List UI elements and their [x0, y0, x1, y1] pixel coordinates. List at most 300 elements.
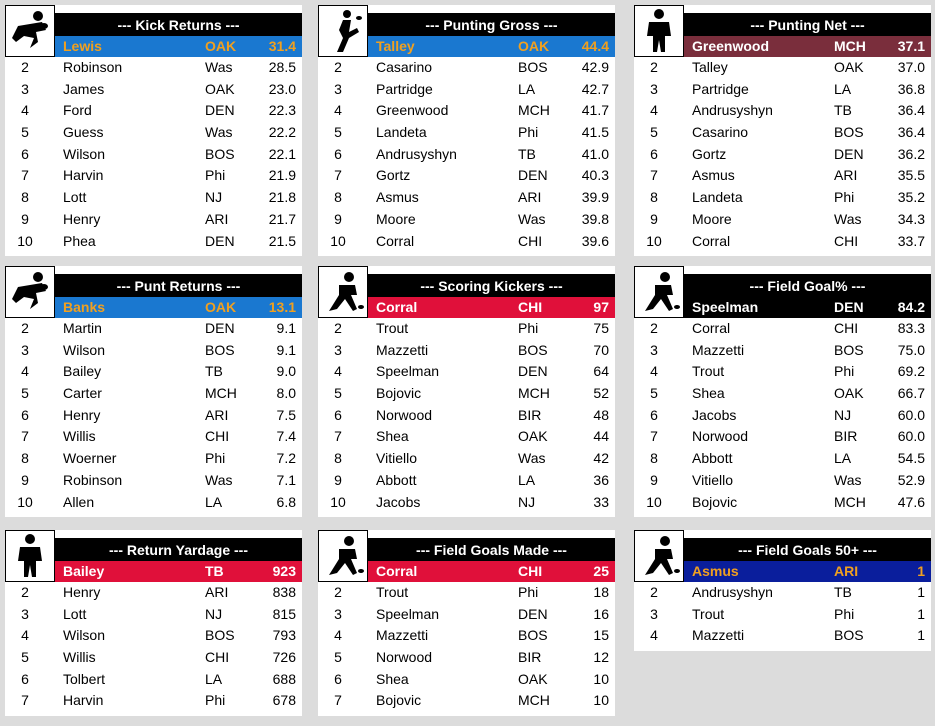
rank: 7 — [21, 428, 29, 445]
rank: 4 — [650, 363, 658, 380]
panel-title: --- Kick Returns --- — [55, 13, 302, 36]
rank: 3 — [650, 80, 658, 97]
ranking-list — [634, 318, 931, 513]
ranking-list — [318, 57, 615, 252]
team: DEN — [205, 102, 235, 119]
player-name: Trout — [376, 584, 409, 600]
team: BIR — [518, 406, 542, 423]
stat-value: 40.3 — [581, 167, 609, 184]
stat-value: 60.0 — [897, 406, 925, 423]
stat-value: 69.2 — [897, 363, 925, 380]
table-row — [5, 100, 302, 122]
player-name: Woerner — [63, 450, 117, 467]
team: BOS — [518, 341, 548, 358]
leader-name: Lewis — [63, 38, 102, 54]
table-row — [318, 492, 615, 514]
table-row — [5, 669, 302, 691]
player-name: Speelman — [376, 605, 440, 622]
player-name: Asmus — [692, 167, 735, 184]
leader-value: 1 — [917, 563, 925, 579]
player-name: Asmus — [376, 189, 419, 206]
team: LA — [834, 80, 852, 97]
leader-row — [368, 297, 615, 318]
table-row — [318, 625, 615, 647]
player-name: Carter — [63, 385, 102, 402]
stat-value: 39.9 — [581, 189, 609, 206]
rank: 8 — [334, 189, 342, 206]
rank: 6 — [21, 406, 29, 423]
table-row — [318, 604, 615, 626]
team: DEN — [518, 605, 548, 622]
team: DEN — [518, 363, 548, 380]
rank: 3 — [21, 80, 29, 97]
player-name: Greenwood — [376, 102, 449, 119]
team: OAK — [518, 428, 548, 445]
leader-name: Corral — [376, 299, 418, 315]
table-row — [318, 209, 615, 231]
team: BIR — [518, 649, 542, 666]
player-name: Shea — [376, 428, 409, 445]
table-row — [5, 340, 302, 362]
player-name: Harvin — [63, 167, 104, 184]
rank: 7 — [334, 167, 342, 184]
rank: 4 — [650, 627, 658, 644]
team: MCH — [518, 385, 550, 402]
rank: 10 — [17, 232, 33, 249]
table-row — [318, 383, 615, 405]
player-name: Shea — [376, 670, 409, 687]
player-name: Moore — [692, 210, 732, 227]
table-row — [318, 318, 615, 340]
rank: 3 — [21, 341, 29, 358]
ranking-list — [5, 582, 302, 712]
player-name: Corral — [692, 320, 731, 336]
player-name: Norwood — [692, 428, 749, 445]
team: DEN — [205, 320, 235, 336]
ranking-list — [318, 582, 615, 712]
leader-team: ARI — [834, 563, 859, 579]
rank: 2 — [650, 59, 658, 75]
ranking-list — [634, 57, 931, 252]
kicker-icon — [634, 266, 684, 318]
stat-value: 10 — [593, 692, 609, 709]
leader-name: Asmus — [692, 563, 739, 579]
table-row — [634, 448, 931, 470]
panel-title: --- Punting Gross --- — [368, 13, 615, 36]
player-name: Lott — [63, 605, 87, 622]
player-name: Allen — [63, 493, 95, 510]
table-row — [634, 426, 931, 448]
table-row — [5, 426, 302, 448]
player-name: Norwood — [376, 649, 433, 666]
panel-title: --- Return Yardage --- — [55, 538, 302, 561]
table-row — [634, 383, 931, 405]
ranking-list — [5, 318, 302, 513]
rank: 6 — [650, 406, 658, 423]
leader-value: 84.2 — [897, 299, 925, 315]
leader-name: Greenwood — [692, 38, 770, 54]
player-name: Gortz — [376, 167, 411, 184]
team: ARI — [834, 167, 858, 184]
table-row — [634, 361, 931, 383]
rank: 3 — [650, 605, 658, 622]
stat-value: 15 — [593, 627, 609, 644]
team: LA — [205, 670, 223, 687]
team: MCH — [205, 385, 237, 402]
table-row — [634, 57, 931, 79]
table-row — [5, 57, 302, 79]
stat-value: 36.4 — [897, 124, 925, 141]
panel-return-yardage — [5, 530, 302, 716]
table-row — [5, 144, 302, 166]
table-row — [5, 122, 302, 144]
player-name: Casarino — [692, 124, 749, 141]
stat-value: 60.0 — [897, 428, 925, 445]
team: Was — [834, 471, 862, 488]
panel-field-goal-pct — [634, 266, 931, 517]
player-name: Bojovic — [376, 692, 422, 709]
team: OAK — [518, 670, 548, 687]
player-name: Mazzetti — [692, 341, 745, 358]
rank: 10 — [330, 232, 346, 249]
rank: 10 — [330, 493, 346, 510]
leader-team: TB — [205, 563, 224, 579]
player-name: Henry — [63, 584, 101, 600]
player-name: Trout — [692, 363, 725, 380]
stat-value: 36.4 — [897, 102, 925, 119]
table-row — [5, 647, 302, 669]
stat-value: 52.9 — [897, 471, 925, 488]
table-row — [5, 209, 302, 231]
stat-value: 1 — [917, 584, 925, 600]
player-name: Andrusyshyn — [692, 584, 773, 600]
table-row — [634, 340, 931, 362]
rank: 8 — [21, 189, 29, 206]
rank: 8 — [21, 450, 29, 467]
punter-icon — [318, 5, 368, 57]
team: Phi — [205, 167, 226, 184]
stat-value: 688 — [272, 670, 296, 687]
table-row — [318, 165, 615, 187]
stat-value: 18 — [593, 584, 609, 600]
stat-value: 47.6 — [897, 493, 925, 510]
table-row — [318, 582, 615, 604]
player-name: Trout — [692, 605, 725, 622]
team: MCH — [518, 102, 550, 119]
player-name: Robinson — [63, 471, 123, 488]
leader-value: 13.1 — [268, 299, 296, 315]
rank: 5 — [21, 385, 29, 402]
table-row — [5, 625, 302, 647]
table-row — [5, 361, 302, 383]
leader-team: MCH — [834, 38, 866, 54]
stat-value: 10 — [593, 670, 609, 687]
table-row — [5, 187, 302, 209]
team: OAK — [205, 80, 235, 97]
leader-row — [55, 297, 302, 318]
team: NJ — [834, 406, 852, 423]
team: MCH — [834, 493, 866, 510]
table-row — [318, 340, 615, 362]
table-row — [634, 405, 931, 427]
stat-value: 34.3 — [897, 210, 925, 227]
stat-value: 42.7 — [581, 80, 609, 97]
team: BOS — [205, 145, 235, 162]
panel-title: --- Field Goals 50+ --- — [684, 538, 931, 561]
rank: 5 — [21, 124, 29, 141]
table-row — [634, 187, 931, 209]
stat-value: 48 — [593, 406, 609, 423]
rank: 3 — [650, 341, 658, 358]
table-row — [634, 231, 931, 253]
leader-row — [55, 561, 302, 582]
rank: 9 — [21, 471, 29, 488]
rank: 10 — [17, 493, 33, 510]
table-row — [5, 604, 302, 626]
rank: 2 — [334, 584, 342, 600]
table-row — [318, 122, 615, 144]
rank: 2 — [21, 584, 29, 600]
rank: 9 — [334, 210, 342, 227]
rank: 2 — [650, 584, 658, 600]
leader-team: DEN — [834, 299, 864, 315]
player-name: Trout — [376, 320, 409, 336]
player-name: Partridge — [376, 80, 433, 97]
player-name: Shea — [692, 385, 725, 402]
rank: 4 — [334, 627, 342, 644]
panel-field-goals-made — [318, 530, 615, 716]
stat-value: 1 — [917, 627, 925, 644]
rank: 3 — [334, 80, 342, 97]
stat-value: 21.7 — [268, 210, 296, 227]
leader-team: OAK — [205, 38, 237, 54]
kick-returner-icon — [5, 5, 55, 57]
team: OAK — [834, 59, 864, 75]
stat-value: 39.8 — [581, 210, 609, 227]
table-row — [318, 405, 615, 427]
stat-value: 7.5 — [276, 406, 296, 423]
stat-value: 9.0 — [276, 363, 296, 380]
player-name: Talley — [692, 59, 728, 75]
rank: 4 — [21, 102, 29, 119]
player-name: Gortz — [692, 145, 727, 162]
rank: 4 — [334, 363, 342, 380]
stat-value: 36.8 — [897, 80, 925, 97]
leader-row — [684, 561, 931, 582]
table-row — [634, 165, 931, 187]
leader-team: OAK — [205, 299, 237, 315]
panel-field-goals-50 — [634, 530, 931, 651]
leader-team: CHI — [518, 563, 543, 579]
team: LA — [518, 471, 536, 488]
team: CHI — [834, 232, 859, 249]
rank: 2 — [21, 59, 29, 75]
stat-value: 7.1 — [276, 471, 296, 488]
player-name: Partridge — [692, 80, 749, 97]
panel-title: --- Scoring Kickers --- — [368, 274, 615, 297]
panel-punting-gross — [318, 5, 615, 256]
leader-name: Banks — [63, 299, 106, 315]
table-row — [634, 625, 931, 647]
table-row — [318, 144, 615, 166]
kick-returner-icon — [5, 266, 55, 318]
player-name: Bojovic — [692, 493, 738, 510]
player-name: Abbott — [692, 450, 733, 467]
team: BOS — [834, 341, 864, 358]
player-name: Corral — [692, 232, 731, 249]
stat-value: 36.2 — [897, 145, 925, 162]
table-row — [5, 690, 302, 712]
player-name: Wilson — [63, 627, 106, 644]
player-name: Andrusyshyn — [376, 145, 457, 162]
player-name: Willis — [63, 649, 96, 666]
rank: 5 — [334, 385, 342, 402]
stat-value: 22.2 — [268, 124, 296, 141]
table-row — [5, 383, 302, 405]
table-row — [318, 79, 615, 101]
table-row — [5, 405, 302, 427]
stat-value: 21.8 — [268, 189, 296, 206]
table-row — [634, 318, 931, 340]
rank: 4 — [21, 627, 29, 644]
rank: 10 — [646, 232, 662, 249]
stat-value: 16 — [593, 605, 609, 622]
rank: 4 — [650, 102, 658, 119]
player-name: Vitiello — [376, 450, 417, 467]
stat-value: 7.4 — [276, 428, 296, 445]
stat-value: 41.0 — [581, 145, 609, 162]
stat-value: 33 — [593, 493, 609, 510]
kicker-icon — [318, 266, 368, 318]
stat-value: 70 — [593, 341, 609, 358]
team: Was — [834, 210, 862, 227]
stat-value: 42.9 — [581, 59, 609, 75]
team: NJ — [518, 493, 536, 510]
team: NJ — [205, 605, 223, 622]
panel-title: --- Field Goals Made --- — [368, 538, 615, 561]
stat-value: 9.1 — [276, 320, 296, 336]
rank: 7 — [334, 692, 342, 709]
table-row — [318, 690, 615, 712]
table-row — [318, 231, 615, 253]
player-name: Mazzetti — [376, 341, 429, 358]
leader-row — [684, 36, 931, 57]
rank: 2 — [334, 320, 342, 336]
team: DEN — [518, 167, 548, 184]
rank: 5 — [334, 124, 342, 141]
rank: 6 — [334, 670, 342, 687]
player-name: Wilson — [63, 145, 106, 162]
rank: 2 — [334, 59, 342, 75]
panel-scoring-kickers — [318, 266, 615, 517]
player-name: Ford — [63, 102, 92, 119]
team: NJ — [205, 189, 223, 206]
rank: 6 — [334, 406, 342, 423]
team: BOS — [205, 627, 235, 644]
player-name: Corral — [376, 232, 415, 249]
table-row — [318, 361, 615, 383]
table-row — [5, 318, 302, 340]
team: BOS — [518, 627, 548, 644]
rank: 8 — [650, 450, 658, 467]
team: DEN — [834, 145, 864, 162]
team: Phi — [834, 189, 855, 206]
team: BOS — [834, 627, 864, 644]
stat-value: 21.9 — [268, 167, 296, 184]
player-name: Henry — [63, 210, 101, 227]
table-row — [5, 448, 302, 470]
player-name: Willis — [63, 428, 96, 445]
team: TB — [205, 363, 223, 380]
team: MCH — [518, 692, 550, 709]
panel-kick-returns — [5, 5, 302, 256]
team: Was — [205, 124, 233, 141]
rank: 6 — [21, 670, 29, 687]
rank: 5 — [650, 124, 658, 141]
table-row — [318, 647, 615, 669]
team: TB — [834, 102, 852, 119]
rank: 7 — [21, 167, 29, 184]
table-row — [318, 448, 615, 470]
leader-value: 31.4 — [268, 38, 296, 54]
stat-value: 37.0 — [897, 59, 925, 75]
stat-value: 22.1 — [268, 145, 296, 162]
rank: 3 — [334, 341, 342, 358]
stat-value: 8.0 — [276, 385, 296, 402]
player-name: Casarino — [376, 59, 433, 75]
leader-value: 25 — [593, 563, 609, 579]
rank: 5 — [650, 385, 658, 402]
stat-value: 793 — [272, 627, 296, 644]
team: LA — [205, 493, 223, 510]
team: LA — [518, 80, 536, 97]
stat-value: 54.5 — [897, 450, 925, 467]
player-name: Landeta — [376, 124, 427, 141]
leader-team: OAK — [518, 38, 550, 54]
rank: 6 — [334, 145, 342, 162]
player-name: Mazzetti — [692, 627, 745, 644]
team: ARI — [205, 406, 229, 423]
rank: 7 — [21, 692, 29, 709]
rank: 9 — [21, 210, 29, 227]
stat-value: 75 — [593, 320, 609, 336]
leader-value: 923 — [272, 563, 296, 579]
rank: 8 — [650, 189, 658, 206]
rank: 2 — [21, 320, 29, 336]
rank: 3 — [334, 605, 342, 622]
table-row — [318, 426, 615, 448]
rank: 5 — [334, 649, 342, 666]
stat-value: 35.2 — [897, 189, 925, 206]
table-row — [318, 57, 615, 79]
stat-value: 41.7 — [581, 102, 609, 119]
team: BOS — [834, 124, 864, 141]
player-name: Jacobs — [692, 406, 737, 423]
team: ARI — [205, 210, 229, 227]
table-row — [634, 582, 931, 604]
stat-value: 39.6 — [581, 232, 609, 249]
player-name: Abbott — [376, 471, 417, 488]
table-row — [5, 492, 302, 514]
leader-row — [55, 36, 302, 57]
table-row — [634, 492, 931, 514]
player-standing-icon — [634, 5, 684, 57]
stat-value: 726 — [272, 649, 296, 666]
leader-name: Bailey — [63, 563, 105, 579]
team: CHI — [205, 428, 230, 445]
ranking-list — [634, 582, 931, 647]
leader-name: Corral — [376, 563, 418, 579]
